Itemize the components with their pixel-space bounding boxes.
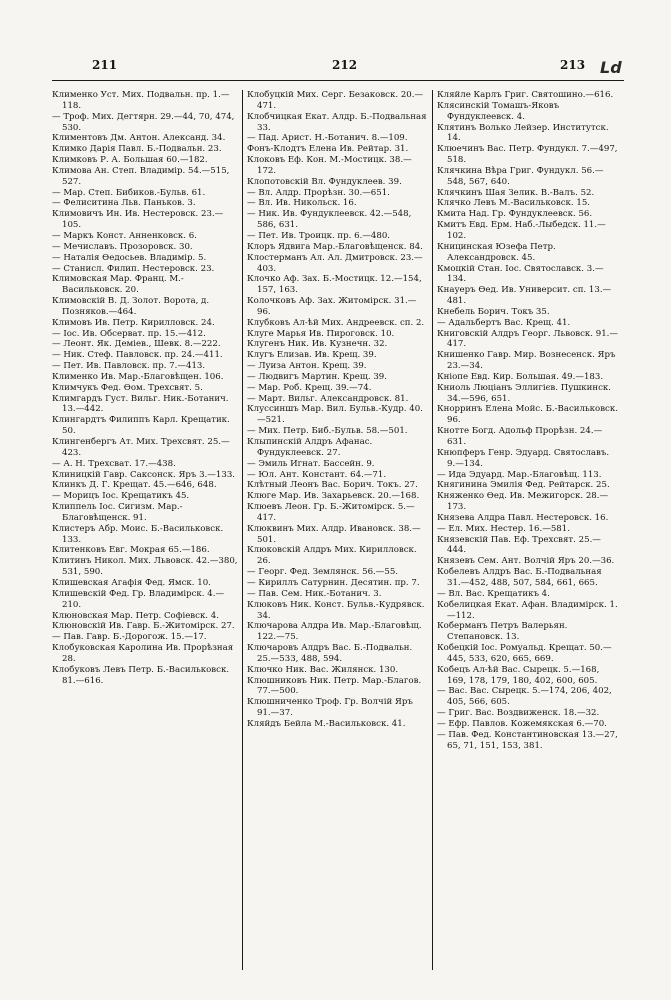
directory-entry: — Пад. Арист. Н.-Ботанич. 8.—109. <box>247 133 408 144</box>
directory-entry: Климковъ Р. А. Большая 60.—182. <box>52 155 208 166</box>
directory-entry: Клобуковская Каролина Ив. Прорѣзная 28. <box>52 643 234 664</box>
directory-entry: Клясинскій Томашъ-Яковъ Фундуклеевск. 4. <box>437 100 560 122</box>
directory-entry: Кляйле Карлъ Григ. Святошино.—616. <box>437 90 614 100</box>
directory-entry: — Ида Эдуард. Мар.-Благовѣщ. 113. <box>437 469 602 480</box>
directory-entry: Клячко Левъ М.-Васильковск. 15. <box>437 198 591 209</box>
directory-entry: Княженко Өед. Ив. Межигорск. 28.—173. <box>437 491 609 513</box>
directory-entry: Кмита Над. Гр. Фундуклеевск. 56. <box>437 209 593 220</box>
directory-entry: — Ник. Ив. Фундуклеевск. 42.—548, 586, 631. <box>247 209 412 231</box>
directory-entry: — Морицъ Іос. Крещатикъ 45. <box>52 491 190 502</box>
directory-entry: — Вас. Вас. Сырецк. 5.—174, 206, 402, 405, 566, 605. <box>437 686 612 708</box>
directory-entry: — Кириллъ Сатурнин. Десятин. пр. 7. <box>247 577 420 588</box>
directory-entry: — Пет. Ив. Троицк. пр. 6.—480. <box>247 230 391 241</box>
directory-entry: — Пав. Фед. Константиновская 13.—27, 65, 71, 151, 153, 381. <box>437 729 618 751</box>
directory-entry: Клячкина Вѣра Григ. Фундукл. 56.—548, 567, 640. <box>437 165 604 187</box>
directory-entry: — Мар. Степ. Бибиков.-Бульв. 61. <box>52 187 206 198</box>
directory-entry: Климгардъ Густ. Вильг. Ник.-Ботанич. 13.—442. <box>52 393 229 415</box>
directory-entry: Клингардтъ Филиппъ Карл. Крещатик. 50. <box>52 415 230 437</box>
directory-entry: Кнорринъ Елена Мойс. Б.-Васильковск. 96. <box>437 404 618 426</box>
directory-entry: Клитинъ Никол. Мих. Львовск. 42.—380, 531, 590. <box>52 556 238 578</box>
directory-entry: — Наталія Өедосьев. Владимір. 5. <box>52 252 207 263</box>
directory-entry: Кницинская Юзефа Петр. Александровск. 45. <box>437 241 556 263</box>
directory-entry: — Іос. Ив. Обсерват. пр. 15.—412. <box>52 328 206 339</box>
page-header <box>40 58 640 78</box>
directory-entry: — Ник. Стеф. Павловск. пр. 24.—411. <box>52 350 223 361</box>
directory-entry: Клюечинъ Вас. Петр. Фундукл. 7.—497, 518. <box>437 144 618 166</box>
directory-entry: Клюновскій Ив. Гавр. Б.-Житомірск. 27. <box>52 621 235 632</box>
directory-entry: Книговскій Алдръ Георг. Львовск. 91.—417. <box>437 328 618 350</box>
page-number-right: 213 <box>560 58 586 72</box>
directory-entry: — Вл. Вас. Крещатикъ 4. <box>437 588 550 599</box>
directory-entry: — Ефр. Павлов. Кожемякская 6.—70. <box>437 718 607 729</box>
directory-entry: Климентовъ Дм. Антон. Александ. 34. <box>52 133 226 144</box>
directory-entry: Клингенбергъ Ат. Мих. Трехсвят. 25.—423. <box>52 437 230 458</box>
directory-entry: Клятинъ Волько Лейзер. Институтск. 14. <box>437 122 609 144</box>
directory-entry: — Георг. Фед. Землянск. 56.—55. <box>247 567 399 578</box>
directory-entry: Кнюпферъ Генр. Эдуард. Святославъ. 9.—134. <box>437 447 610 469</box>
directory-entry: Кобецъ Ал-ѣй Вас. Сырецк. 5.—168, 169, 178, 179, 180, 402, 600, 605. <box>437 664 600 686</box>
directory-entry: Клопотовскій Вл. Фундуклеев. 39. <box>247 176 402 187</box>
directory-entry: Ключко Ник. Вас. Жилянск. 130. <box>247 664 399 675</box>
directory-entry: Княгинина Эмилія Фед. Рейтарск. 25. <box>437 480 610 491</box>
directory-entry: — Леонт. Як. Деміев., Шевк. 8.—222. <box>52 339 221 350</box>
directory-entry: Клугенъ Ник. Ив. Кузнечн. 32. <box>247 339 388 350</box>
directory-entry: Кобецкій Іос. Ромуальд. Крещат. 50.—445, 533, 620, 665, 669. <box>437 643 612 664</box>
directory-entry: Клуге Марья Ив. Пироговск. 10. <box>247 328 395 339</box>
directory-entry: Кнотте Богд. Адольф Прорѣзн. 24.—631. <box>437 426 603 447</box>
handwritten-corner-mark: Ld <box>600 58 622 77</box>
directory-entry: Клочко Аф. Зах. Б.-Мостицк. 12.—154, 157, 163. <box>247 274 422 296</box>
directory-entry: Климова Ан. Степ. Владимір. 54.—515, 527. <box>52 165 230 187</box>
directory-entry: Кобелицкая Екат. Афан. Владимірск. 1.—112. <box>437 599 618 621</box>
directory-entry: Клюновская Мар. Петр. Софіевск. 4. <box>52 610 219 621</box>
directory-entry: Клуссиншъ Мар. Вил. Бульв.-Кудр. 40.—521. <box>247 404 423 426</box>
directory-entry: Князевъ Сем. Ант. Волчій Яръ 20.—36. <box>437 556 615 567</box>
directory-entry: Клюшниченко Троф. Гр. Волчій Яръ 91.—37. <box>247 697 413 719</box>
directory-entry: Клобуцкій Мих. Серг. Безаковск. 20.—471. <box>247 90 424 111</box>
directory-column-1 <box>52 90 242 970</box>
directory-entry: — Мечиславъ. Прозоровск. 30. <box>52 241 193 252</box>
directory-entry: — А. Н. Трехсват. 17.—438. <box>52 458 176 469</box>
directory-entry: — Вл. Ив. Никольск. 16. <box>247 198 357 209</box>
directory-entry: — Вл. Алдр. Прорѣзн. 30.—651. <box>247 187 390 198</box>
directory-entry: — Юл. Ант. Констант. 64.—71. <box>247 469 387 480</box>
directory-entry: — Пет. Ив. Павловск. пр. 7.—413. <box>52 361 206 372</box>
directory-entry: Клистеръ Абр. Моис. Б.-Васильковск. 133. <box>52 523 224 545</box>
directory-entry: Кмоцкій Стан. Іос. Святославск. 3.—134. <box>437 263 604 285</box>
directory-entry: Клубковъ Ал-ѣй Мих. Андреевск. сп. 2. <box>247 317 425 328</box>
directory-entry: Книшенко Гавр. Мир. Вознесенск. Яръ 23.—34. <box>437 350 616 372</box>
directory-entry: Клитенковъ Евг. Мокрая 65.—186. <box>52 545 210 556</box>
directory-entry: Климовичъ Ин. Ив. Нестеровск. 23.—105. <box>52 209 224 231</box>
directory-entry: Клиницкій Гавр. Саксонск. Яръ 3.—133. <box>52 469 236 480</box>
directory-entry: Клишевская Агафія Фед. Ямск. 10. <box>52 577 211 588</box>
directory-entry: Клячкинъ Шая Зелик. В.-Валъ. 52. <box>437 187 595 198</box>
page-number-left: 211 <box>92 58 118 72</box>
directory-entry: — Троф. Мих. Дегтярн. 29.—44, 70, 474, 530. <box>52 111 235 133</box>
directory-entry: Кмитъ Евд. Ерм. Наб.-Лыбедск. 11.—102. <box>437 220 606 241</box>
directory-entry: Клугъ Елизав. Ив. Крещ. 39. <box>247 350 377 361</box>
directory-entry: Клименко Уст. Мих. Подвальн. пр. 1.—118. <box>52 90 230 111</box>
directory-entry: Фонъ-Клодтъ Елена Ив. Рейтар. 31. <box>247 144 409 155</box>
directory-entry: Клюшниковъ Ник. Петр. Мар.-Благов. 77.—500. <box>247 675 422 697</box>
directory-columns <box>52 90 624 970</box>
directory-entry: Клинкъ Д. Г. Крещат. 45.—646, 648. <box>52 480 217 491</box>
directory-entry: Коберманъ Петръ Валерьян. Степановск. 13. <box>437 621 568 643</box>
directory-entry: — Адальбертъ Вас. Крещ. 41. <box>437 317 571 328</box>
directory-entry: Клишевскій Фед. Гр. Владимірск. 4.—210. <box>52 588 225 610</box>
page-number-center: 212 <box>332 58 358 72</box>
directory-entry: — Пав. Сем. Ник.-Ботанич. 3. <box>247 588 382 599</box>
directory-entry: — Людвигъ Мартин. Крещ. 39. <box>247 371 387 382</box>
directory-entry: — Луиза Антон. Крещ. 39. <box>247 361 367 372</box>
directory-entry: Клюевъ Леон. Гр. Б.-Житомірск. 5.—417. <box>247 502 415 523</box>
directory-entry: Клыпинскій Алдръ Афанас. Фундуклеевск. 27. <box>247 437 373 458</box>
directory-entry: — Станисл. Филип. Нестеровск. 23. <box>52 263 215 274</box>
directory-entry: — Март. Вильг. Александровск. 81. <box>247 393 409 404</box>
directory-entry: Климовская Мар. Франц. М.-Васильковск. 20. <box>52 274 184 296</box>
directory-entry: Клобчицкая Екат. Алдр. Б.-Подвальная 33. <box>247 111 427 133</box>
directory-entry: — Мар. Роб. Крещ. 39.—74. <box>247 382 372 393</box>
directory-entry: Колочковъ Аф. Зах. Житомірск. 31.—96. <box>247 296 417 317</box>
directory-entry: Книоль Люціанъ Эллигієв. Пушкинск. 34.—596, 651. <box>437 382 611 404</box>
directory-entry: Кніопе Евд. Кир. Большая. 49.—183. <box>437 371 604 382</box>
directory-entry: Климчукъ Фед. Өом. Трехсвят. 5. <box>52 382 203 393</box>
directory-entry: Клиппель Іос. Сигизм. Мар.-Благовѣщенск. 91. <box>52 502 183 523</box>
directory-entry: Кляйдъ Бейла М.-Васильковск. 41. <box>247 718 406 729</box>
directory-entry: — Фелиситина Льв. Паньков. 3. <box>52 198 196 209</box>
directory-entry: — Ел. Мих. Нестер. 16.—581. <box>437 523 570 534</box>
directory-entry: Клюковъ Ник. Конст. Бульв.-Кудрявск. 34. <box>247 599 425 621</box>
directory-entry: Клоръ Ядвига Мар.-Благовѣщенск. 84. <box>247 241 423 252</box>
directory-entry: — Григ. Вас. Воздвиженск. 18.—32. <box>437 708 600 719</box>
directory-entry: Клоковъ Еф. Кон. М.-Мостицк. 38.—172. <box>247 155 412 176</box>
directory-entry: Климовскій В. Д. Золот. Ворота, д. Позняков.—464. <box>52 296 210 317</box>
directory-entry: Климко Дарія Павл. Б.-Подвальн. 23. <box>52 144 222 155</box>
directory-entry: Климовъ Ив. Петр. Кирилловск. 24. <box>52 317 215 328</box>
directory-column-2 <box>242 90 432 970</box>
directory-column-3 <box>432 90 622 970</box>
directory-entry: Кнауеръ Өед. Ив. Университ. сп. 13.—481. <box>437 285 612 307</box>
directory-entry: Клюковскій Алдръ Мих. Кирилловск. 26. <box>247 545 417 567</box>
directory-entry: Ключарова Алдра Ив. Мар.-Благовѣщ. 122.—75. <box>247 621 422 643</box>
directory-entry: Князева Алдра Павл. Нестеровск. 16. <box>437 512 609 523</box>
header-rule <box>52 80 624 81</box>
directory-entry: Клюквинъ Мих. Алдр. Ивановск. 38.—501. <box>247 523 421 545</box>
directory-entry: Клобуковъ Левъ Петр. Б.-Васильковск. 81.—616. <box>52 664 230 686</box>
directory-entry: Ключаровъ Алдръ Вас. Б.-Подвальн. 25.—533, 488, 594. <box>247 643 413 664</box>
directory-entry: Клѣтный Леонъ Вас. Борич. Токъ. 27. <box>247 480 418 491</box>
directory-entry: Кнебель Борич. Токъ 35. <box>437 306 550 317</box>
directory-entry: — Пав. Гавр. Б.-Дорогож. 15.—17. <box>52 632 207 643</box>
directory-entry: Кобелевъ Алдръ Вас. Б.-Подвальная 31.—452, 488, 507, 584, 661, 665. <box>437 567 602 588</box>
directory-entry: Клостерманъ Ал. Ал. Дмитровск. 23.—403. <box>247 252 423 274</box>
directory-entry: Клюге Мар. Ив. Захарьевск. 20.—168. <box>247 491 420 502</box>
directory-entry: — Мих. Петр. Биб.-Бульв. 58.—501. <box>247 426 408 437</box>
directory-entry: — Эмиль Игнат. Бассейн. 9. <box>247 458 375 469</box>
directory-entry: Клименко Ив. Мар.-Благовѣщен. 106. <box>52 371 224 382</box>
directory-entry: Князевскій Пав. Еф. Трехсвят. 25.—444. <box>437 534 601 556</box>
directory-entry: — Маркъ Конст. Анненковск. 6. <box>52 230 197 241</box>
